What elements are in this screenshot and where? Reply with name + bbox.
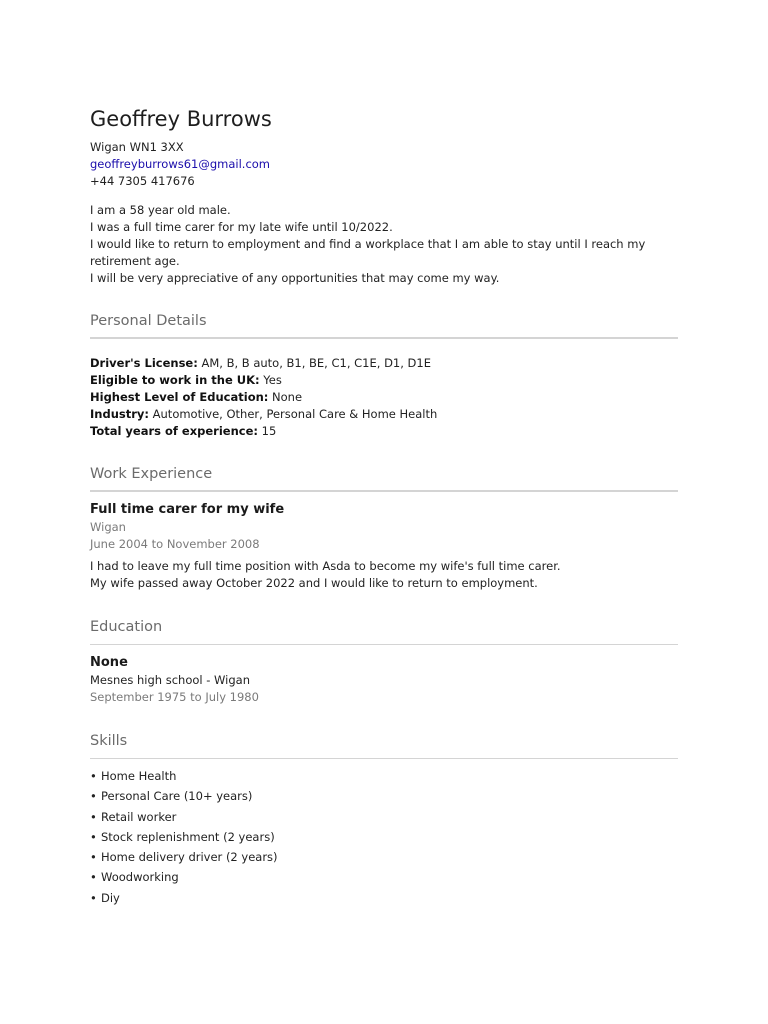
job-title: Full time carer for my wife xyxy=(90,502,285,517)
personal-details-list xyxy=(90,355,437,440)
detail-value: Automotive, Other, Personal Care & Home Health xyxy=(152,407,438,421)
skill-label: Retail worker xyxy=(101,809,177,824)
skill-item xyxy=(90,847,278,867)
section-divider xyxy=(90,758,678,759)
detail-label: Driver's License: xyxy=(90,356,198,370)
skill-label: Home Health xyxy=(101,769,177,783)
detail-value: 15 xyxy=(261,424,277,438)
bullet-icon: • xyxy=(90,789,97,804)
detail-label: Highest Level of Education: xyxy=(90,390,269,404)
summary-line: I was a full time carer for my late wife until 10/2022. xyxy=(90,220,393,234)
detail-row xyxy=(90,355,437,372)
bullet-icon: • xyxy=(90,829,97,844)
detail-row xyxy=(90,406,437,423)
detail-row xyxy=(90,389,437,406)
job-description-line: I had to leave my full time position with Asda to become my wife's full time carer. xyxy=(90,559,561,573)
skill-item xyxy=(90,766,278,786)
skill-label: Woodworking xyxy=(101,870,179,885)
bullet-icon: • xyxy=(90,870,97,885)
education-dates: September 1975 to July 1980 xyxy=(90,690,259,704)
job-description xyxy=(90,558,678,592)
summary-line: I am a 58 year old male. xyxy=(90,203,231,217)
detail-label: Total years of experience: xyxy=(90,424,258,438)
bullet-icon: • xyxy=(90,890,97,905)
education-degree: None xyxy=(90,655,128,670)
work-experience-heading: Work Experience xyxy=(90,466,213,482)
detail-value: Yes xyxy=(263,373,282,387)
detail-value: AM, B, B auto, B1, BE, C1, C1E, D1, D1E xyxy=(201,356,431,370)
skill-item xyxy=(90,867,278,887)
detail-row xyxy=(90,423,437,440)
education-heading: Education xyxy=(90,619,163,635)
bullet-icon: • xyxy=(90,850,97,865)
job-dates: June 2004 to November 2008 xyxy=(90,537,260,551)
summary xyxy=(90,202,678,287)
summary-line: I would like to return to employment and find a workplace that I am able to stay until I reach my retirement age. xyxy=(90,237,646,268)
skill-item xyxy=(90,827,278,847)
detail-value: None xyxy=(272,390,303,404)
skill-label: Personal Care (10+ years) xyxy=(101,789,253,804)
job-description-line: My wife passed away October 2022 and I would like to return to employment. xyxy=(90,576,538,590)
contact-info xyxy=(90,139,270,190)
job-location: Wigan xyxy=(90,520,126,534)
candidate-name: Geoffrey Burrows xyxy=(90,107,272,131)
skill-label: Stock replenishment (2 years) xyxy=(101,829,275,844)
bullet-icon: • xyxy=(90,769,97,783)
bullet-icon: • xyxy=(90,809,97,824)
personal-details-heading: Personal Details xyxy=(90,313,207,329)
summary-line: I will be very appreciative of any opportunities that may come my way. xyxy=(90,271,500,285)
skills-list xyxy=(90,766,278,908)
skills-heading: Skills xyxy=(90,733,128,749)
detail-label: Eligible to work in the UK: xyxy=(90,373,260,387)
skill-label: Home delivery driver (2 years) xyxy=(101,850,278,865)
skill-label: Diy xyxy=(101,890,120,905)
skill-item xyxy=(90,807,278,827)
phone-text: +44 7305 417676 xyxy=(90,174,195,188)
section-divider xyxy=(90,644,678,645)
section-divider xyxy=(90,337,678,339)
detail-row xyxy=(90,372,437,389)
skill-item xyxy=(90,786,278,806)
email-link[interactable]: geoffreyburrows61@gmail.com xyxy=(90,157,271,171)
detail-label: Industry: xyxy=(90,407,149,421)
education-school: Mesnes high school - Wigan xyxy=(90,673,251,687)
skill-item xyxy=(90,888,278,908)
location-text: Wigan WN1 3XX xyxy=(90,140,184,154)
section-divider xyxy=(90,490,678,492)
